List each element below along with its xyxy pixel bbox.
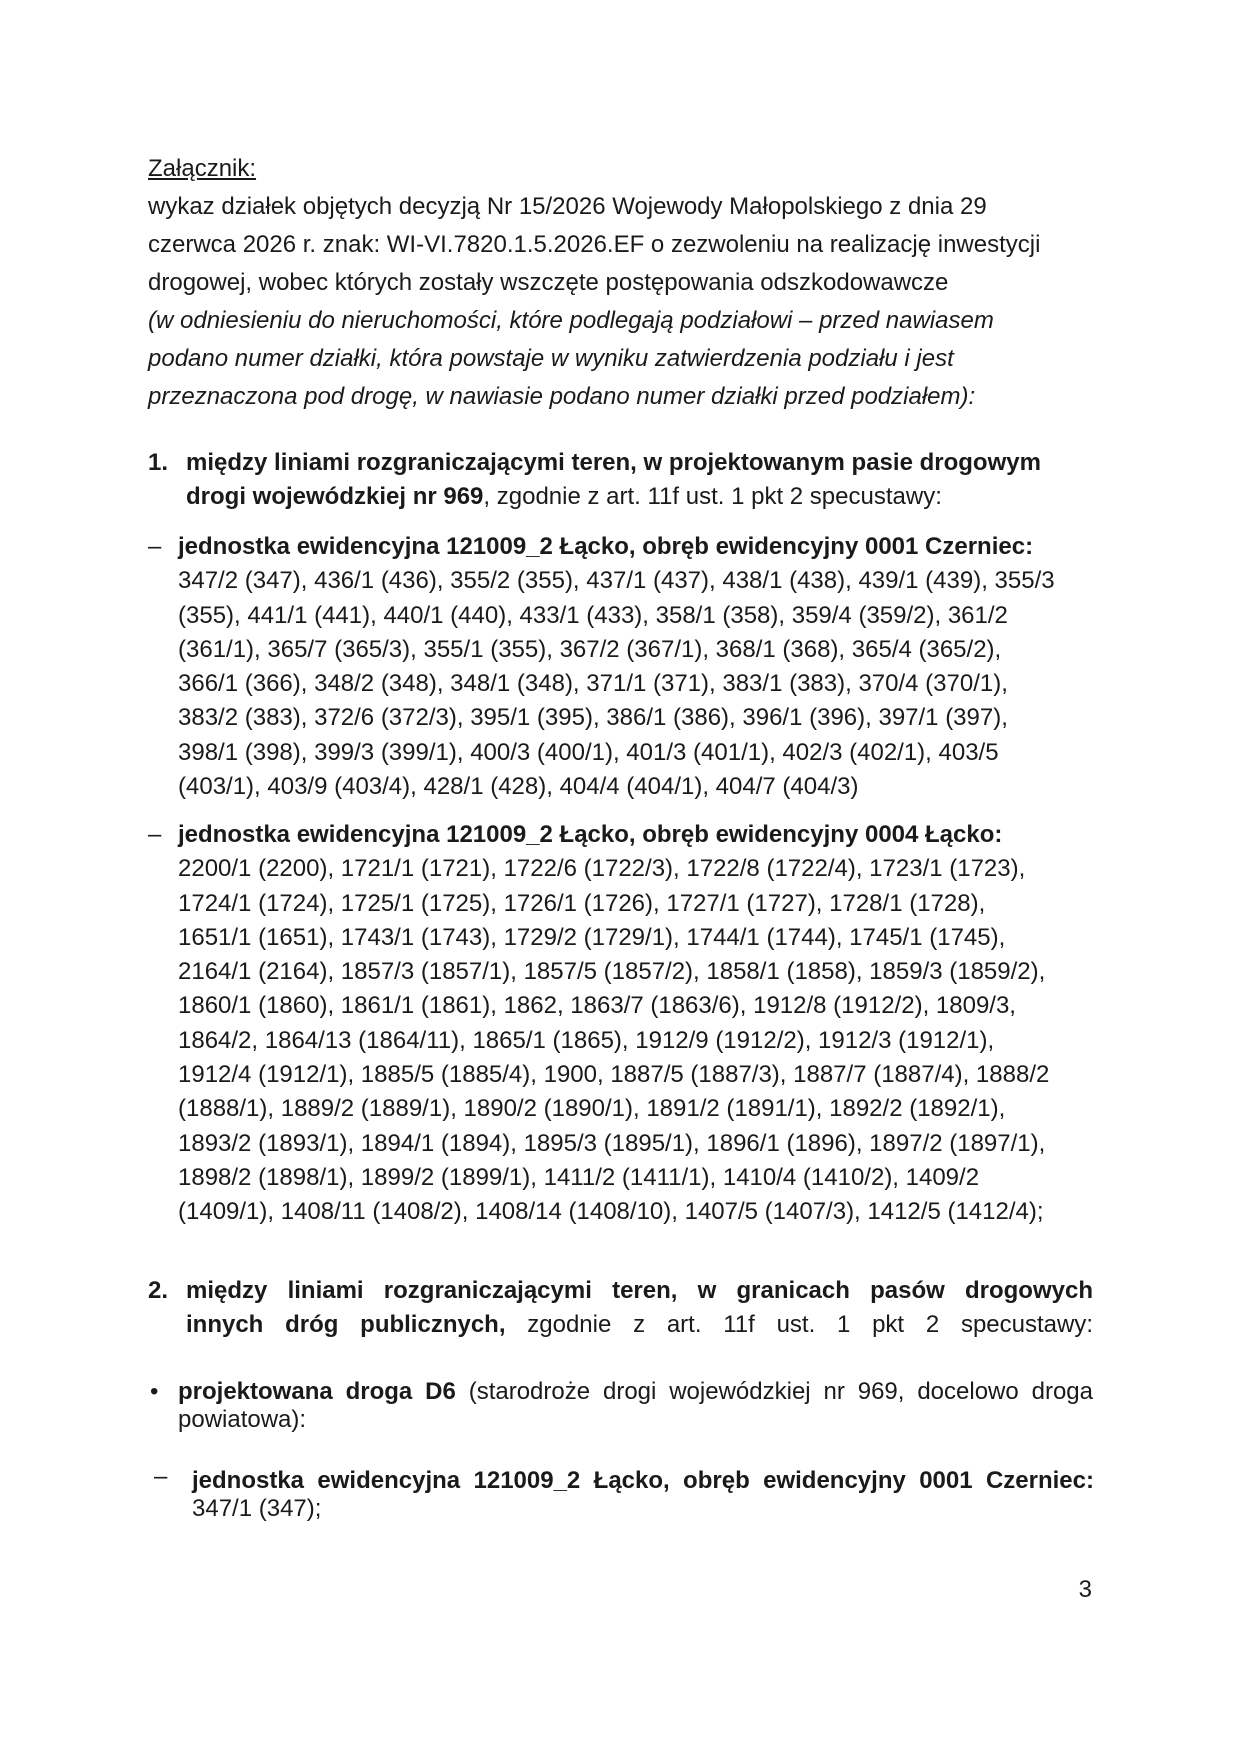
parcel-line: 1651/1 (1651), 1743/1 (1743), 1729/2 (1729/1), 1744/1 (1744), 1745/1 (1745), [178, 923, 1006, 951]
intro-line: drogowej, wobec których zostały wszczęte postępowania odszkodowawcze [148, 269, 949, 296]
section-title-line [186, 1308, 1093, 1342]
road-category: innych dróg publicznych, [186, 1311, 506, 1338]
road-description: (starodroże drogi wojewódzkiej nr 969, docelowo droga powiatowa): [178, 1378, 1093, 1433]
entry-title: jednostka ewidencyjna 121009_2 Łącko, obręb ewidencyjny 0001 Czerniec: [192, 1467, 1094, 1494]
page-number: 3 [1078, 1576, 1092, 1603]
intro-note-line: (w odniesieniu do nieruchomości, które podlegają podziałowi – przed nawiasem [148, 307, 994, 334]
parcel-line: 383/2 (383), 372/6 (372/3), 395/1 (395), 386/1 (386), 396/1 (396), 397/1 (397), [178, 704, 1008, 732]
parcel-line: (1409/1), 1408/11 (1408/2), 1408/14 (1408/10), 1407/5 (1407/3), 1412/5 (1412/4); [178, 1198, 1044, 1226]
parcel-line: 2164/1 (2164), 1857/3 (1857/1), 1857/5 (1857/2), 1858/1 (1858), 1859/3 (1859/2), [178, 958, 1046, 986]
parcel-line: 1724/1 (1724), 1725/1 (1725), 1726/1 (1726), 1727/1 (1727), 1728/1 (1728), [178, 889, 986, 917]
intro-paragraph [148, 188, 1093, 416]
intro-line: wykaz działek objętych decyzją Nr 15/2026 Wojewody Małopolskiego z dnia 29 [148, 193, 987, 220]
entry-title: jednostka ewidencyjna 121009_2 Łącko, obręb ewidencyjny 0001 Czerniec: [178, 533, 1034, 560]
dash-marker: – [148, 821, 162, 848]
road-name: projektowana droga D6 [178, 1378, 456, 1405]
attachment-heading: Załącznik: [148, 155, 257, 182]
parcel-entry-czerniec [148, 530, 1093, 804]
section-legal-basis: , zgodnie z art. 11f ust. 1 pkt 2 specustawy: [483, 483, 942, 510]
section-title-line [186, 480, 1093, 514]
entry-title: jednostka ewidencyjna 121009_2 Łącko, obręb ewidencyjny 0004 Łącko: [178, 821, 1003, 848]
road-bullet-d6 [148, 1378, 1093, 1434]
section-2 [148, 1274, 1093, 1342]
parcel-entry-lacko [148, 818, 1093, 1230]
section-title-line: między liniami rozgraniczającymi teren, w granicach pasów drogowych [186, 1277, 1093, 1304]
parcel-line: 398/1 (398), 399/3 (399/1), 400/3 (400/1), 401/3 (401/1), 402/3 (402/1), 403/5 [178, 738, 999, 766]
parcel-line: 1864/2, 1864/13 (1864/11), 1865/1 (1865), 1912/9 (1912/2), 1912/3 (1912/1), [178, 1026, 995, 1054]
parcel-line: (355), 441/1 (441), 440/1 (440), 433/1 (433), 358/1 (358), 359/4 (359/2), 361/2 [178, 601, 1008, 629]
dash-marker: – [154, 1463, 168, 1490]
parcel-line: 1860/1 (1860), 1861/1 (1861), 1862, 1863/7 (1863/6), 1912/8 (1912/2), 1809/3, [178, 992, 1016, 1020]
bullet-marker: • [150, 1378, 159, 1405]
parcel-line: (403/1), 403/9 (403/4), 428/1 (428), 404/4 (404/1), 404/7 (404/3) [178, 773, 859, 801]
parcel-line: 347/2 (347), 436/1 (436), 355/2 (355), 437/1 (437), 438/1 (438), 439/1 (439), 355/3 [178, 567, 1055, 595]
intro-line: czerwca 2026 r. znak: WI-VI.7820.1.5.2026.EF o zezwoleniu na realizację inwestycji [148, 231, 1041, 258]
section-1 [148, 446, 1093, 514]
section-number: 2. [148, 1277, 169, 1304]
parcel-line: 366/1 (366), 348/2 (348), 348/1 (348), 371/1 (371), 383/1 (383), 370/4 (370/1), [178, 670, 1008, 698]
parcel-entry-d6-czerniec [154, 1463, 1094, 1523]
dash-marker: – [148, 533, 162, 560]
parcel-line: (1888/1), 1889/2 (1889/1), 1890/2 (1890/1), 1891/2 (1891/1), 1892/2 (1892/1), [178, 1095, 1006, 1123]
parcel-line: 1912/4 (1912/1), 1885/5 (1885/4), 1900, 1887/5 (1887/3), 1887/7 (1887/4), 1888/2 [178, 1061, 1050, 1089]
section-legal-basis: zgodnie z art. 11f ust. 1 pkt 2 specustawy: [505, 1311, 1093, 1338]
parcel-line: 1893/2 (1893/1), 1894/1 (1894), 1895/3 (1895/1), 1896/1 (1896), 1897/2 (1897/1), [178, 1129, 1046, 1157]
parcel-line: (361/1), 365/7 (365/3), 355/1 (355), 367/2 (367/1), 368/1 (368), 365/4 (365/2), [178, 635, 1002, 663]
intro-note-line: podano numer działki, która powstaje w wyniku zatwierdzenia podziału i jest [148, 345, 954, 372]
parcel-line: 347/1 (347); [192, 1495, 322, 1522]
parcel-line: 1898/2 (1898/1), 1899/2 (1899/1), 1411/2 (1411/1), 1410/4 (1410/2), 1409/2 [178, 1163, 980, 1191]
road-name: drogi wojewódzkiej nr 969 [186, 483, 484, 510]
section-title-line: między liniami rozgraniczającymi teren, w projektowanym pasie drogowym [186, 449, 1041, 476]
parcel-line: 2200/1 (2200), 1721/1 (1721), 1722/6 (1722/3), 1722/8 (1722/4), 1723/1 (1723), [178, 855, 1026, 883]
section-number: 1. [148, 449, 169, 476]
intro-note-line: przeznaczona pod drogę, w nawiasie podano numer działki przed podziałem): [148, 383, 976, 410]
